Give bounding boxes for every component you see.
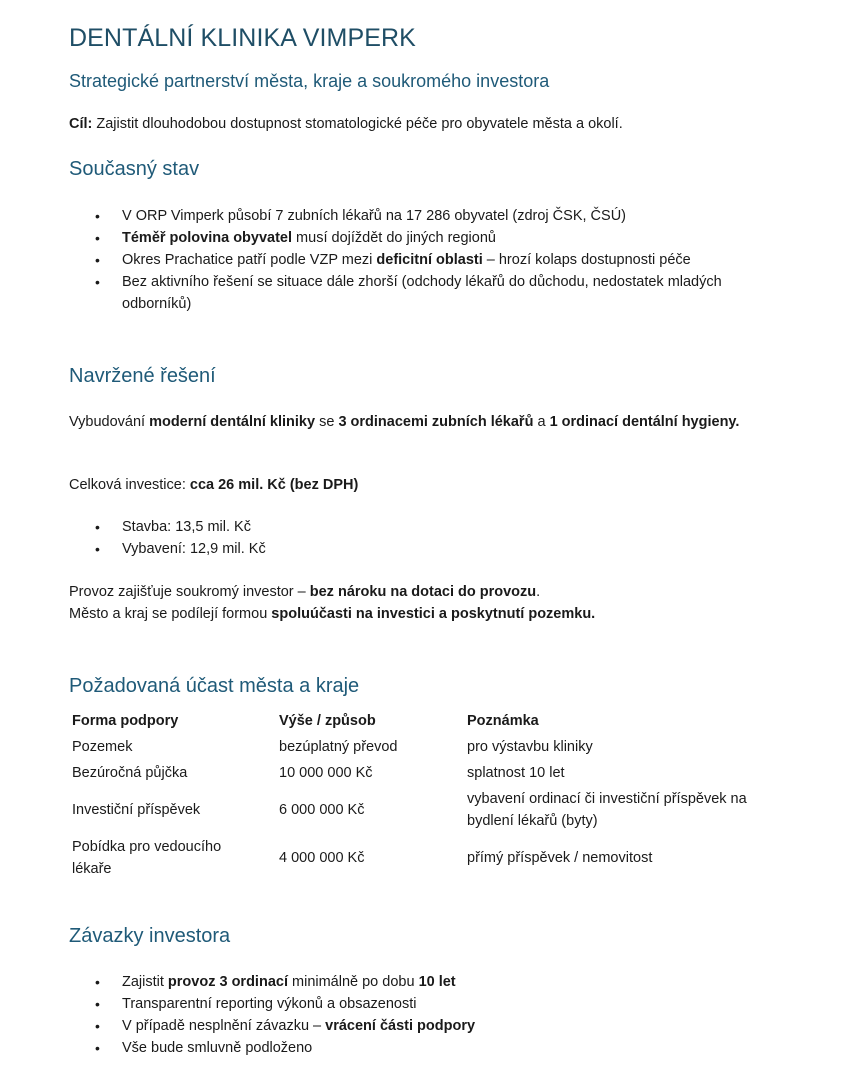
- investment-breakdown-list: [69, 516, 266, 560]
- column-header: Výše / způsob: [279, 713, 376, 729]
- current-state-list: [69, 205, 769, 315]
- list-item: • Okres Prachatice patří podle VZP mezi deficitní oblasti – hrozí kolaps dostupnosti péče: [69, 249, 769, 271]
- list-item: • Bez aktivního řešení se situace dále zhorší (odchody lékařů do důchodu, nedostatek mladých odborníků): [69, 271, 742, 315]
- operation-statement: Provoz zajišťuje soukromý investor – bez nároku na dotaci do provozu.: [69, 584, 541, 600]
- list-item: • Vše bude smluvně podloženo: [69, 1037, 475, 1059]
- investor-commitments-heading: Závazky investora: [69, 925, 231, 947]
- current-state-heading: Současný stav: [69, 158, 200, 180]
- participation-statement: Město a kraj se podílejí formou spoluúčasti na investici a poskytnutí pozemku.: [69, 606, 596, 622]
- commitments-list: [69, 971, 475, 1059]
- list-item: • Transparentní reporting výkonů a obsazenosti: [69, 993, 475, 1015]
- total-investment: Celková investice: cca 26 mil. Kč (bez DPH): [69, 477, 359, 493]
- list-item: • Vybavení: 12,9 mil. Kč: [69, 538, 266, 560]
- solution-intro: Vybudování moderní dentální kliniky se 3 ordinacemi zubních lékařů a 1 ordinací dentální hygieny.: [69, 414, 740, 430]
- goal-text: Zajistit dlouhodobou dostupnost stomatologické péče pro obyvatele města a okolí.: [92, 116, 623, 132]
- list-item: • Zajistit provoz 3 ordinací minimálně po dobu 10 let: [69, 971, 475, 993]
- column-header: Poznámka: [467, 713, 539, 729]
- column-header: Forma podpory: [72, 713, 179, 729]
- list-item: • V ORP Vimperk působí 7 zubních lékařů na 17 286 obyvatel (zdroj ČSK, ČSÚ): [69, 205, 769, 227]
- document-subtitle: Strategické partnerství města, kraje a soukromého investora: [69, 71, 550, 91]
- goal-statement: [69, 116, 623, 132]
- proposed-solution-heading: Navržené řešení: [69, 365, 216, 387]
- document-title: DENTÁLNÍ KLINIKA VIMPERK: [69, 24, 416, 52]
- goal-label: Cíl:: [69, 116, 93, 132]
- required-participation-heading: Požadovaná účast města a kraje: [69, 675, 360, 697]
- list-item: • Téměř polovina obyvatel musí dojíždět do jiných regionů: [69, 227, 769, 249]
- list-item: • Stavba: 13,5 mil. Kč: [69, 516, 266, 538]
- list-item: • V případě nesplnění závazku – vrácení části podpory: [69, 1015, 475, 1037]
